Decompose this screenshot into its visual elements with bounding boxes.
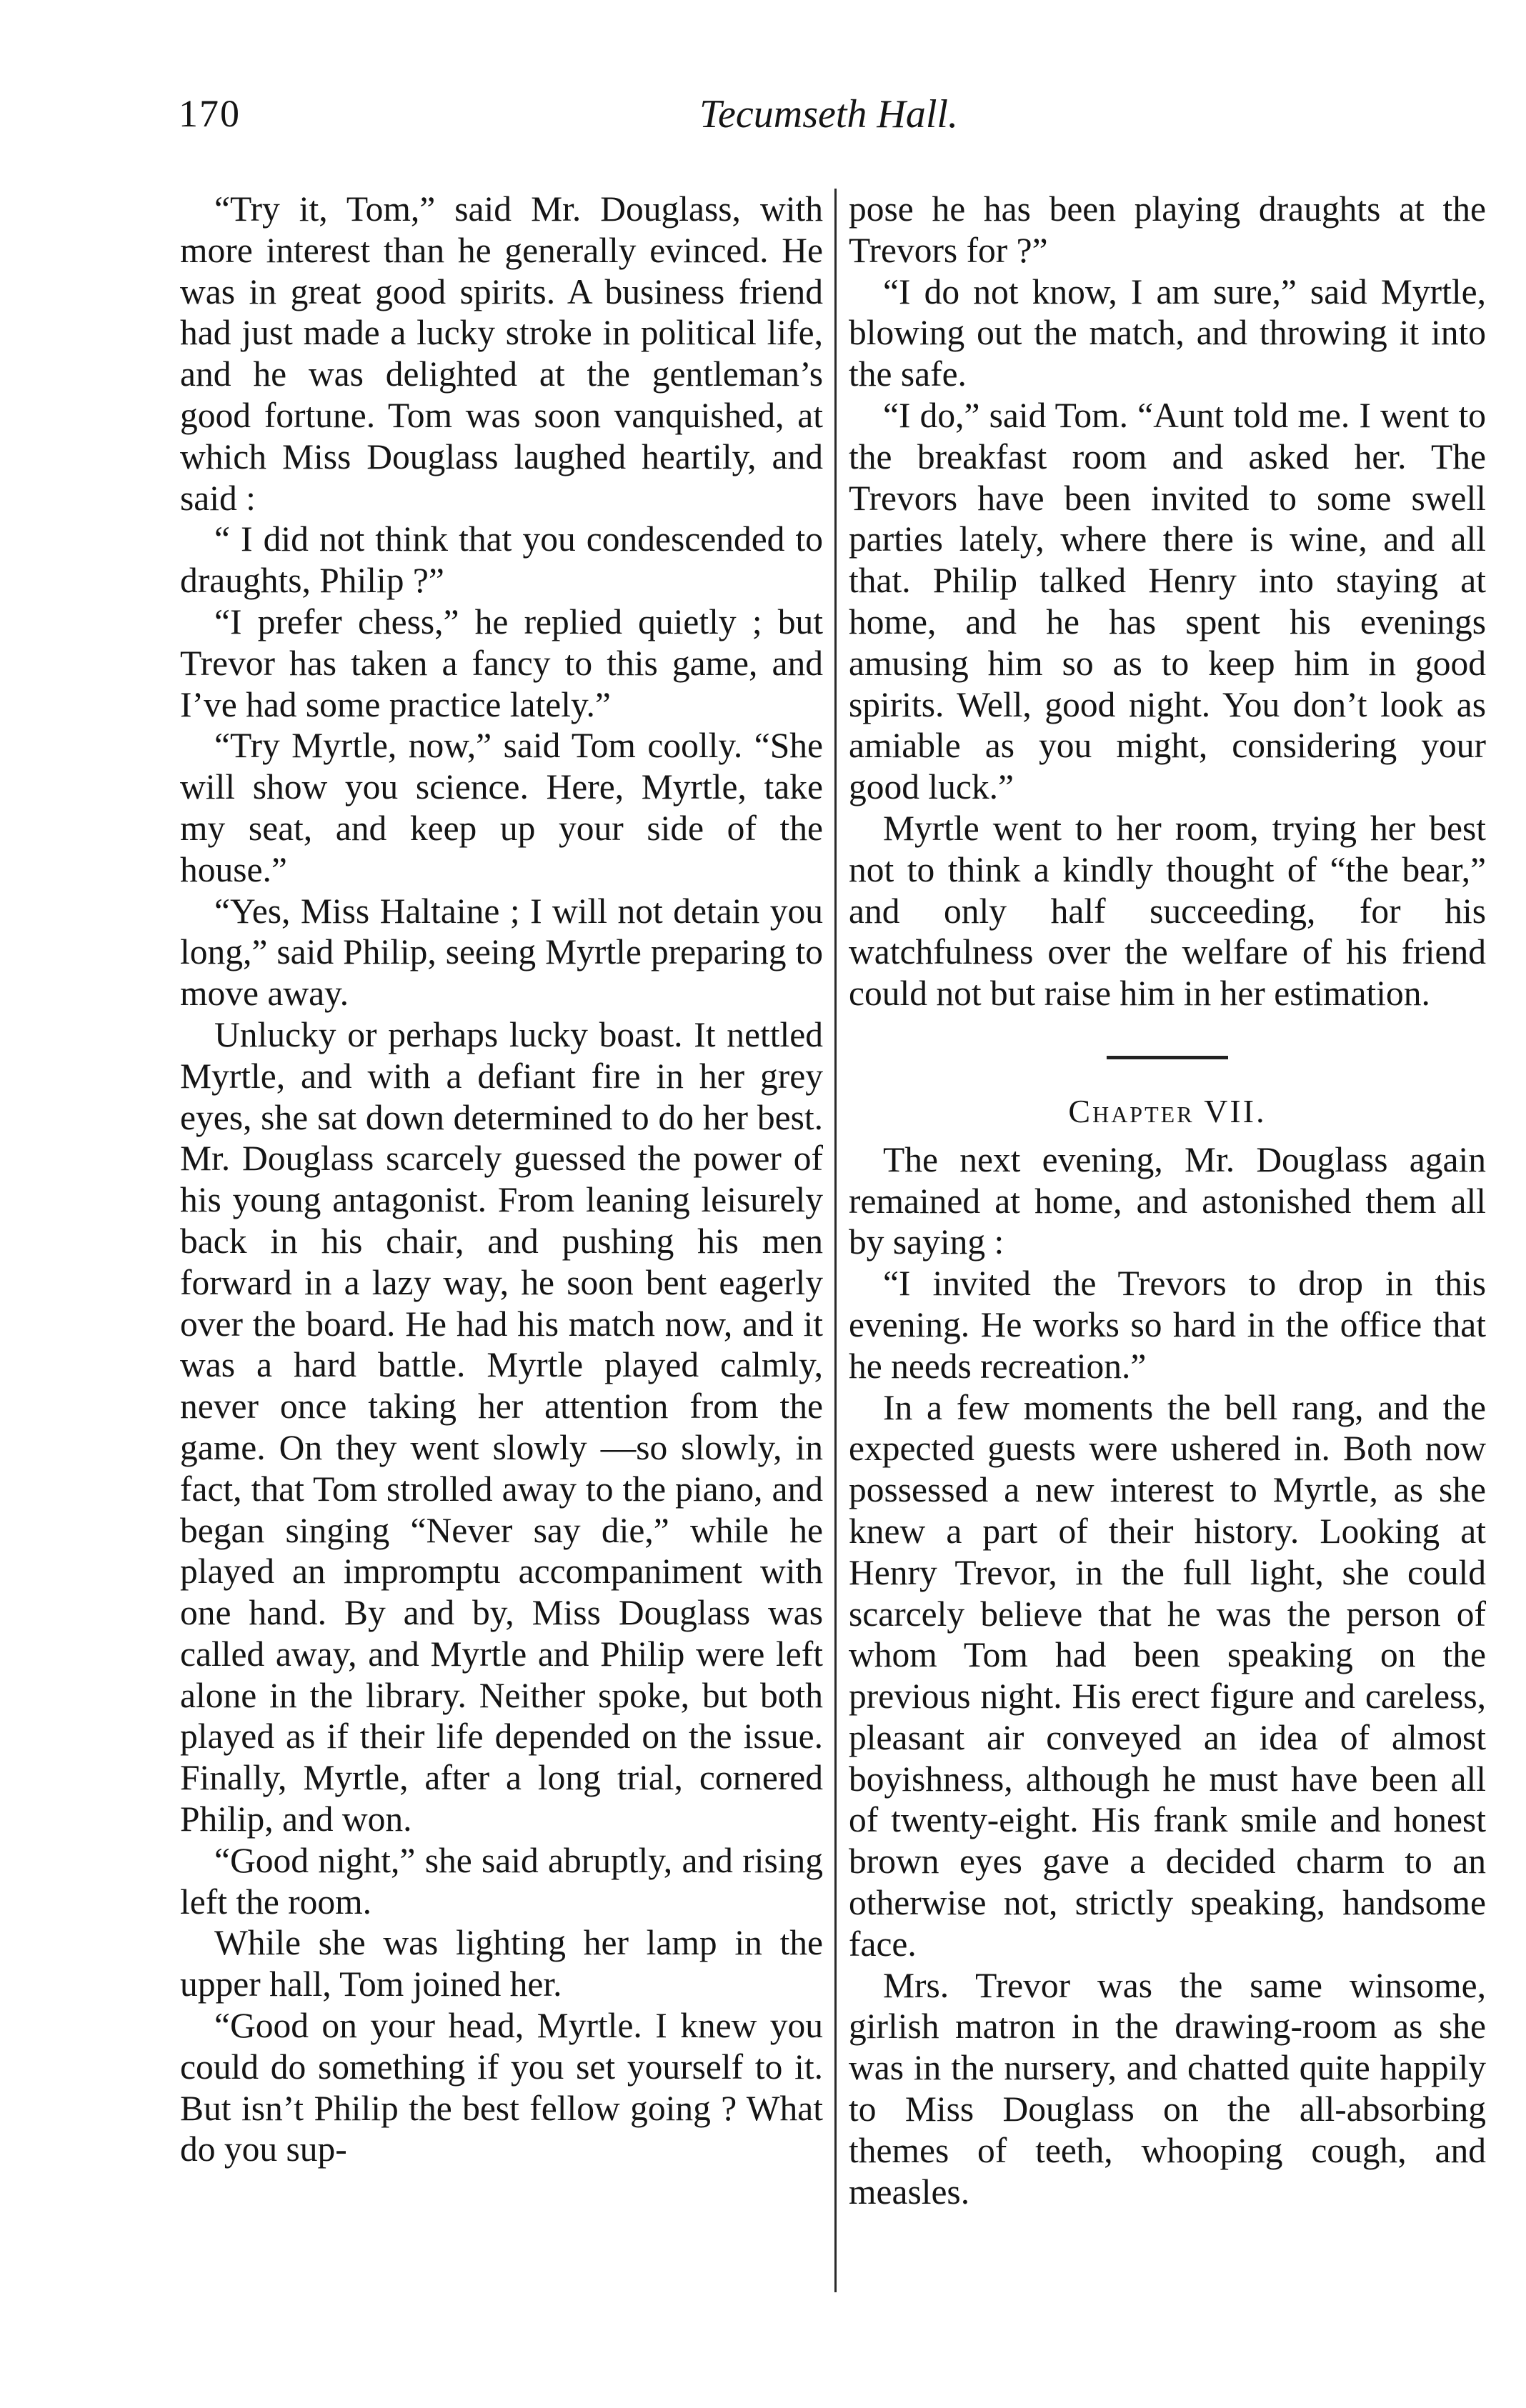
right-column (849, 189, 1486, 2212)
paragraph: “I invited the Trevors to drop in this evening. He works so hard in the office that he needs recreation.” (849, 1264, 1486, 1386)
paragraph: “Try Myrtle, now,” said Tom coolly. “She will show you science. Here, Myrtle, take my seat, and keep up your side of the house.” (180, 726, 823, 889)
paragraph: “I do not know, I am sure,” said Myrtle, blowing out the match, and throwing it into the safe. (849, 271, 1486, 394)
running-title: Tecumseth Hall. (699, 92, 958, 136)
paragraph: The next evening, Mr. Douglass again remained at home, and astonished them all by saying : (849, 1139, 1486, 1262)
paragraph: Myrtle went to her room, trying her best not to think a kindly thought of “the bear,” and only half succeeding, for his watchfulness over the welfare of his friend could not but raise him in her estimation. (849, 808, 1486, 1014)
paragraph: “Good on your head, Myrtle. I knew you could do something if you set yourself to it. But isn’t Philip the best fellow going ? What do you sup- (180, 2006, 823, 2169)
paragraph: “Good night,” she said abruptly, and rising left the room. (180, 1840, 823, 1922)
paragraph: “ I did not think that you condescended to draughts, Philip ?” (180, 519, 823, 601)
column-divider (834, 189, 837, 2292)
paragraph: pose he has been playing draughts at the Trevors for ?” (849, 189, 1486, 270)
paragraph: Mrs. Trevor was the same winsome, girlish matron in the drawing-room as she was in the nursery, and chatted quite happily to Miss Douglass on the all-absorbing themes of teeth, whooping cough, and measles. (849, 1965, 1486, 2212)
page-header (179, 91, 1479, 156)
paragraph: Unlucky or perhaps lucky boast. It nettled Myrtle, and with a defiant fire in her grey eyes, she sat down determined to do her best. Mr. Douglass scarcely guessed the power of his young antagonist. From leaning leisurely back in his chair, and pushing his men forward in a lazy way, he soon bent eagerly over the board. He had his match now, and it was a hard battle. Myrtle played calmly, never once taking her attention from the game. On they went slowly —so slowly, in fact, that Tom strolled away to the piano, and began singing “Never say die,” while he played an impromptu accompaniment with one hand. By and by, Miss Douglass was called away, and Myrtle and Philip were left alone in the library. Neither spoke, but both played as if their life depended on the issue. Finally, Myrtle, after a long trial, cornered Philip, and won. (180, 1014, 823, 1839)
page-number: 170 (179, 92, 241, 135)
paragraph: In a few moments the bell rang, and the expected guests were ushered in. Both now possessed a new interest to Myrtle, as she knew a part of their history. Looking at Henry Trevor, in the full light, she could scarcely believe that he was the person of whom Tom had been speaking on the previous night. His erect figure and careless, pleasant air conveyed an idea of almost boyishness, although he must have been all of twenty-eight. His frank smile and honest brown eyes gave a decided charm to an otherwise not, strictly speaking, handsome face. (849, 1387, 1486, 1964)
left-column (180, 189, 823, 2170)
paragraph: “Try it, Tom,” said Mr. Douglass, with more interest than he generally evinced. He was in great good spirits. A business friend had just made a lucky stroke in political life, and he was delighted at the gentleman’s good fortune. Tom was soon vanquished, at which Miss Douglass laughed heartily, and said : (180, 189, 823, 518)
chapter-separator-rule (1107, 1056, 1228, 1059)
paragraph: “Yes, Miss Haltaine ; I will not detain you long,” said Philip, seeing Myrtle preparing to move away. (180, 891, 823, 1014)
paragraph: “I do,” said Tom. “Aunt told me. I went to the breakfast room and asked her. The Trevors have been invited to some swell parties lately, where there is wine, and all that. Philip talked Henry into staying at home, and he has spent his evenings amusing him so as to keep him in good spirits. Well, good night. You don’t look as amiable as you might, considering your good luck.” (849, 395, 1486, 807)
chapter-title: Chapter VII. (1068, 1092, 1267, 1129)
paragraph: While she was lighting her lamp in the upper hall, Tom joined her. (180, 1923, 823, 2004)
paragraph: “I prefer chess,” he replied quietly ; but Trevor has taken a fancy to this game, and I’ve had some practice lately.” (180, 601, 823, 724)
